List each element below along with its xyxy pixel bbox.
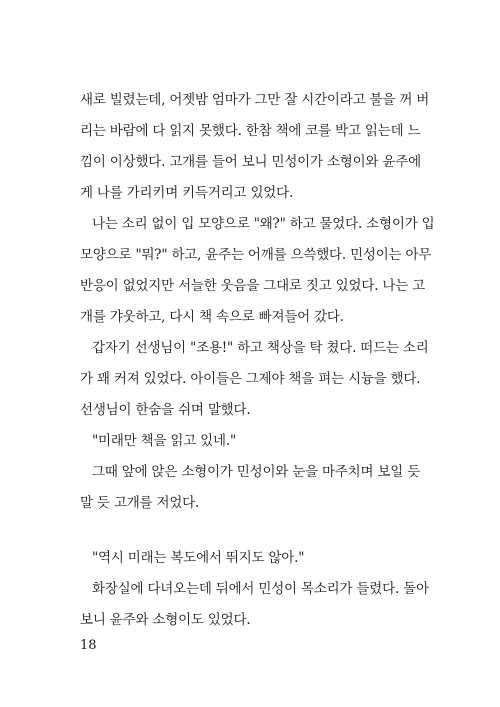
text-line: 모양으로 "뭐?" 하고, 윤주는 어깨를 으쓱했다. 민성이는 아무	[80, 247, 432, 263]
text-line: 새로 빌렸는데, 어젯밤 엄마가 그만 잘 시간이라고 불을 꺼 버	[80, 92, 430, 108]
page-number: 18	[80, 638, 97, 653]
text-line: 리는 바람에 다 읽지 못했다. 한참 책에 코를 박고 읽는데 느	[80, 123, 421, 139]
text-line: 가 꽤 커져 있었다. 아이들은 그제야 책을 펴는 시늉을 했다.	[80, 371, 421, 387]
text-line: 말 듯 고개를 저었다.	[80, 495, 200, 511]
text-line: 갑자기 선생님이 "조용!" 하고 책상을 탁 쳤다. 떠드는 소리	[92, 340, 429, 356]
text-line: 게 나를 가리키며 키득거리고 있었다.	[80, 185, 294, 201]
text-line: 반응이 없었지만 서늘한 웃음을 그대로 짓고 있었다. 나는 고	[80, 278, 426, 294]
text-line: 낌이 이상했다. 고개를 들어 보니 민성이가 소형이와 윤주에	[80, 154, 421, 170]
text-line: 보니 윤주와 소형이도 있었다.	[80, 612, 251, 628]
text-line: 개를 갸웃하고, 다시 책 속으로 빠져들어 갔다.	[80, 309, 344, 325]
text-line: 화장실에 다녀오는데 뒤에서 민성이 목소리가 들렸다. 돌아	[92, 581, 429, 597]
dialogue-line: "역시 미래는 복도에서 뛰지도 않아."	[92, 550, 305, 566]
text-line: 그때 앞에 앉은 소형이가 민성이와 눈을 마주치며 보일 듯	[92, 464, 421, 480]
text-line: 나는 소리 없이 입 모양으로 "왜?" 하고 물었다. 소형이가 입	[92, 216, 435, 232]
dialogue-line: "미래만 책을 읽고 있네."	[92, 433, 236, 449]
text-line: 선생님이 한숨을 쉬며 말했다.	[80, 402, 251, 418]
